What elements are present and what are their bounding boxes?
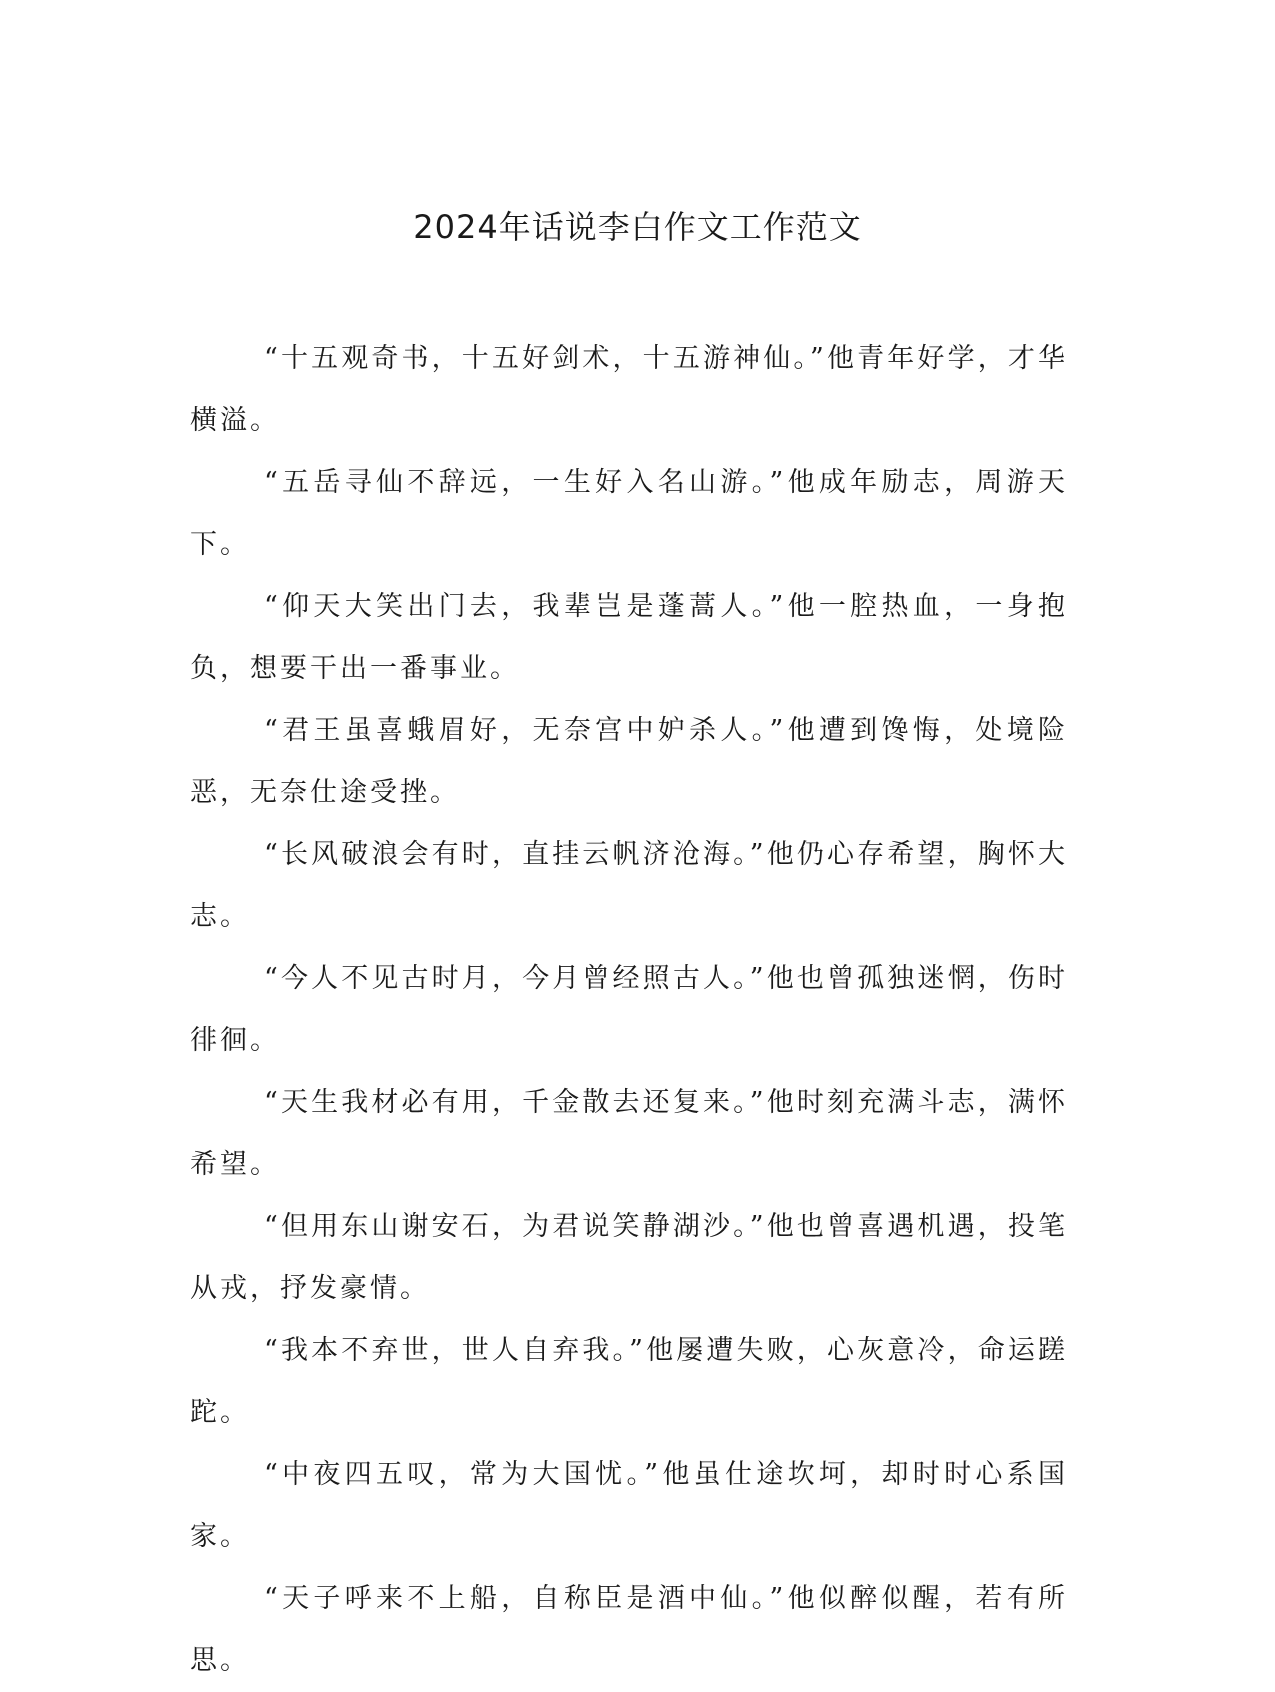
paragraph-2: “五岳寻仙不辞远，一生好入名山游。”他成年励志，周游天下。 (190, 467, 1068, 560)
paragraph-7: “天生我材必有用，千金散去还复来。”他时刻充满斗志，满怀希望。 (190, 1087, 1068, 1180)
paragraph-11: “天子呼来不上船，自称臣是酒中仙。”他似醉似醒，若有所思。 (190, 1583, 1068, 1676)
paragraph-3: “仰天大笑出门去，我辈岂是蓬蒿人。”他一腔热血，一身抱负，想要干出一番事业。 (190, 591, 1068, 684)
paragraph-1: “十五观奇书，十五好剑术，十五游神仙。”他青年好学，才华横溢。 (190, 343, 1068, 436)
paragraph-5: “长风破浪会有时，直挂云帆济沧海。”他仍心存希望，胸怀大志。 (190, 839, 1068, 932)
paragraph-8: “但用东山谢安石，为君说笑静湖沙。”他也曾喜遇机遇，投笔从戎，抒发豪情。 (190, 1211, 1068, 1304)
paragraph-9: “我本不弃世，世人自弃我。”他屡遭失败，心灰意冷，命运蹉跎。 (190, 1335, 1068, 1428)
document-body (190, 328, 1068, 1692)
document-title: 2024年话说李白作文工作范文 (413, 208, 862, 246)
paragraph-4: “君王虽喜蛾眉好，无奈宫中妒杀人。”他遭到馋悔，处境险恶，无奈仕途受挫。 (190, 715, 1068, 808)
paragraph-6: “今人不见古时月，今月曾经照古人。”他也曾孤独迷惘，伤时徘徊。 (190, 963, 1068, 1056)
paragraph-10: “中夜四五叹，常为大国忧。”他虽仕途坎坷，却时时心系国家。 (190, 1459, 1068, 1552)
